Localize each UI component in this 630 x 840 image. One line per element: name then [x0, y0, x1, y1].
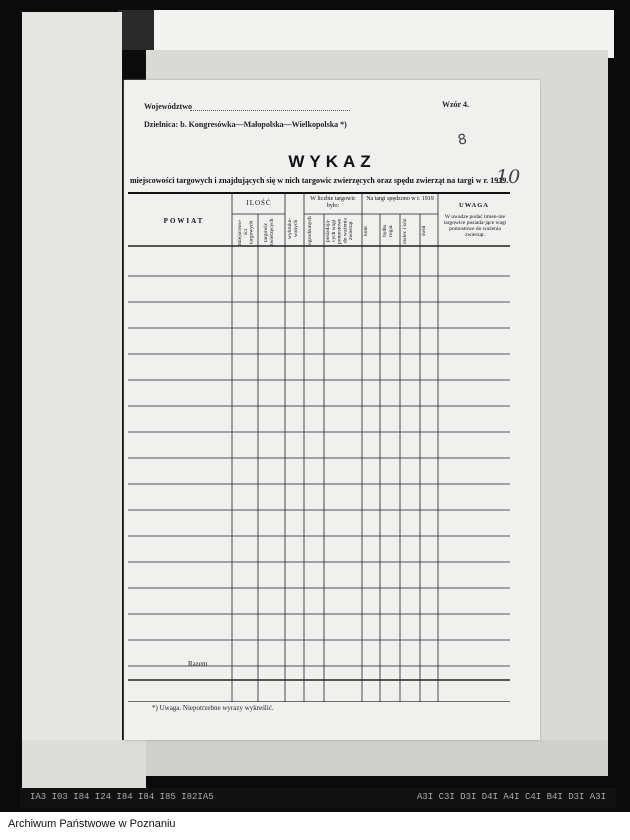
- header-posiadajacych: posiadają-cych wagi pomostowe do ważenia zwierząt: [325, 218, 355, 244]
- header-powiat: POWIAT: [163, 217, 205, 225]
- footnote: *) Uwaga. Niepotrzebne wyrazy wykreślić.: [152, 704, 274, 712]
- header-w-liczbie: W liczbie targowic było:: [310, 196, 356, 209]
- document-title: WYKAZ: [288, 152, 376, 171]
- razem-label: Razem: [188, 660, 208, 668]
- header-miejscowosci: miejscowo-ści targowych: [237, 219, 255, 245]
- wzor-label: Wzór 4.: [442, 100, 469, 109]
- form-page: [124, 80, 540, 740]
- film-edge-strip: [20, 788, 616, 808]
- header-ogrodzonych: ogrodzonych: [307, 216, 313, 246]
- board-corner: [118, 10, 154, 50]
- header-na-targi: Na targi spędzono w r. 1919: [366, 196, 434, 202]
- left-sheet-bottom: [22, 740, 146, 788]
- header-ilosc: ILOŚĆ: [246, 199, 272, 207]
- header-owiec: owiec i kóz: [402, 218, 408, 244]
- wojewodztwo-line: [190, 110, 350, 111]
- document-subtitle: miejscowości targowych i znajdujących się w nich targowic zwierzęcych oraz spędu zwierząt na targi w r. 1919.: [130, 176, 509, 185]
- archive-footer: [0, 812, 630, 840]
- handwritten-number: 10: [496, 166, 521, 188]
- header-uwaga-note: W uwadze podać imien-nie targowice posiada-jące wagi pomostowe do ważenia zwierząt.: [443, 214, 507, 239]
- bottom-strip: [146, 740, 608, 776]
- header-uwaga: UWAGA: [459, 202, 489, 209]
- wojewodztwo-label: Województwo: [144, 102, 192, 111]
- header-targowic: targowic zwierzęcych: [263, 218, 275, 246]
- header-bydla: bydła rogat.: [382, 224, 394, 238]
- header-koni: koni: [363, 226, 369, 236]
- form-table-grid: [124, 192, 540, 702]
- header-wybrukowanych: wybruko-wanych: [287, 217, 299, 239]
- dzielnica-label: Dzielnica: b. Kongresówka—Małopolska—Wielkopolska *): [144, 120, 347, 129]
- archive-name: Archiwum Państwowe w Poznaniu: [8, 818, 176, 830]
- left-sheet: [22, 12, 122, 750]
- film-codes-left: IA3 I03 I84 I24 I84 I84 I85 I82IA5: [30, 792, 214, 802]
- header-swin: świń: [421, 225, 427, 237]
- handwritten-mark: 8: [456, 131, 469, 149]
- film-codes-right: A3I C3I D3I D4I A4I C4I B4I D3I A3I: [416, 792, 606, 802]
